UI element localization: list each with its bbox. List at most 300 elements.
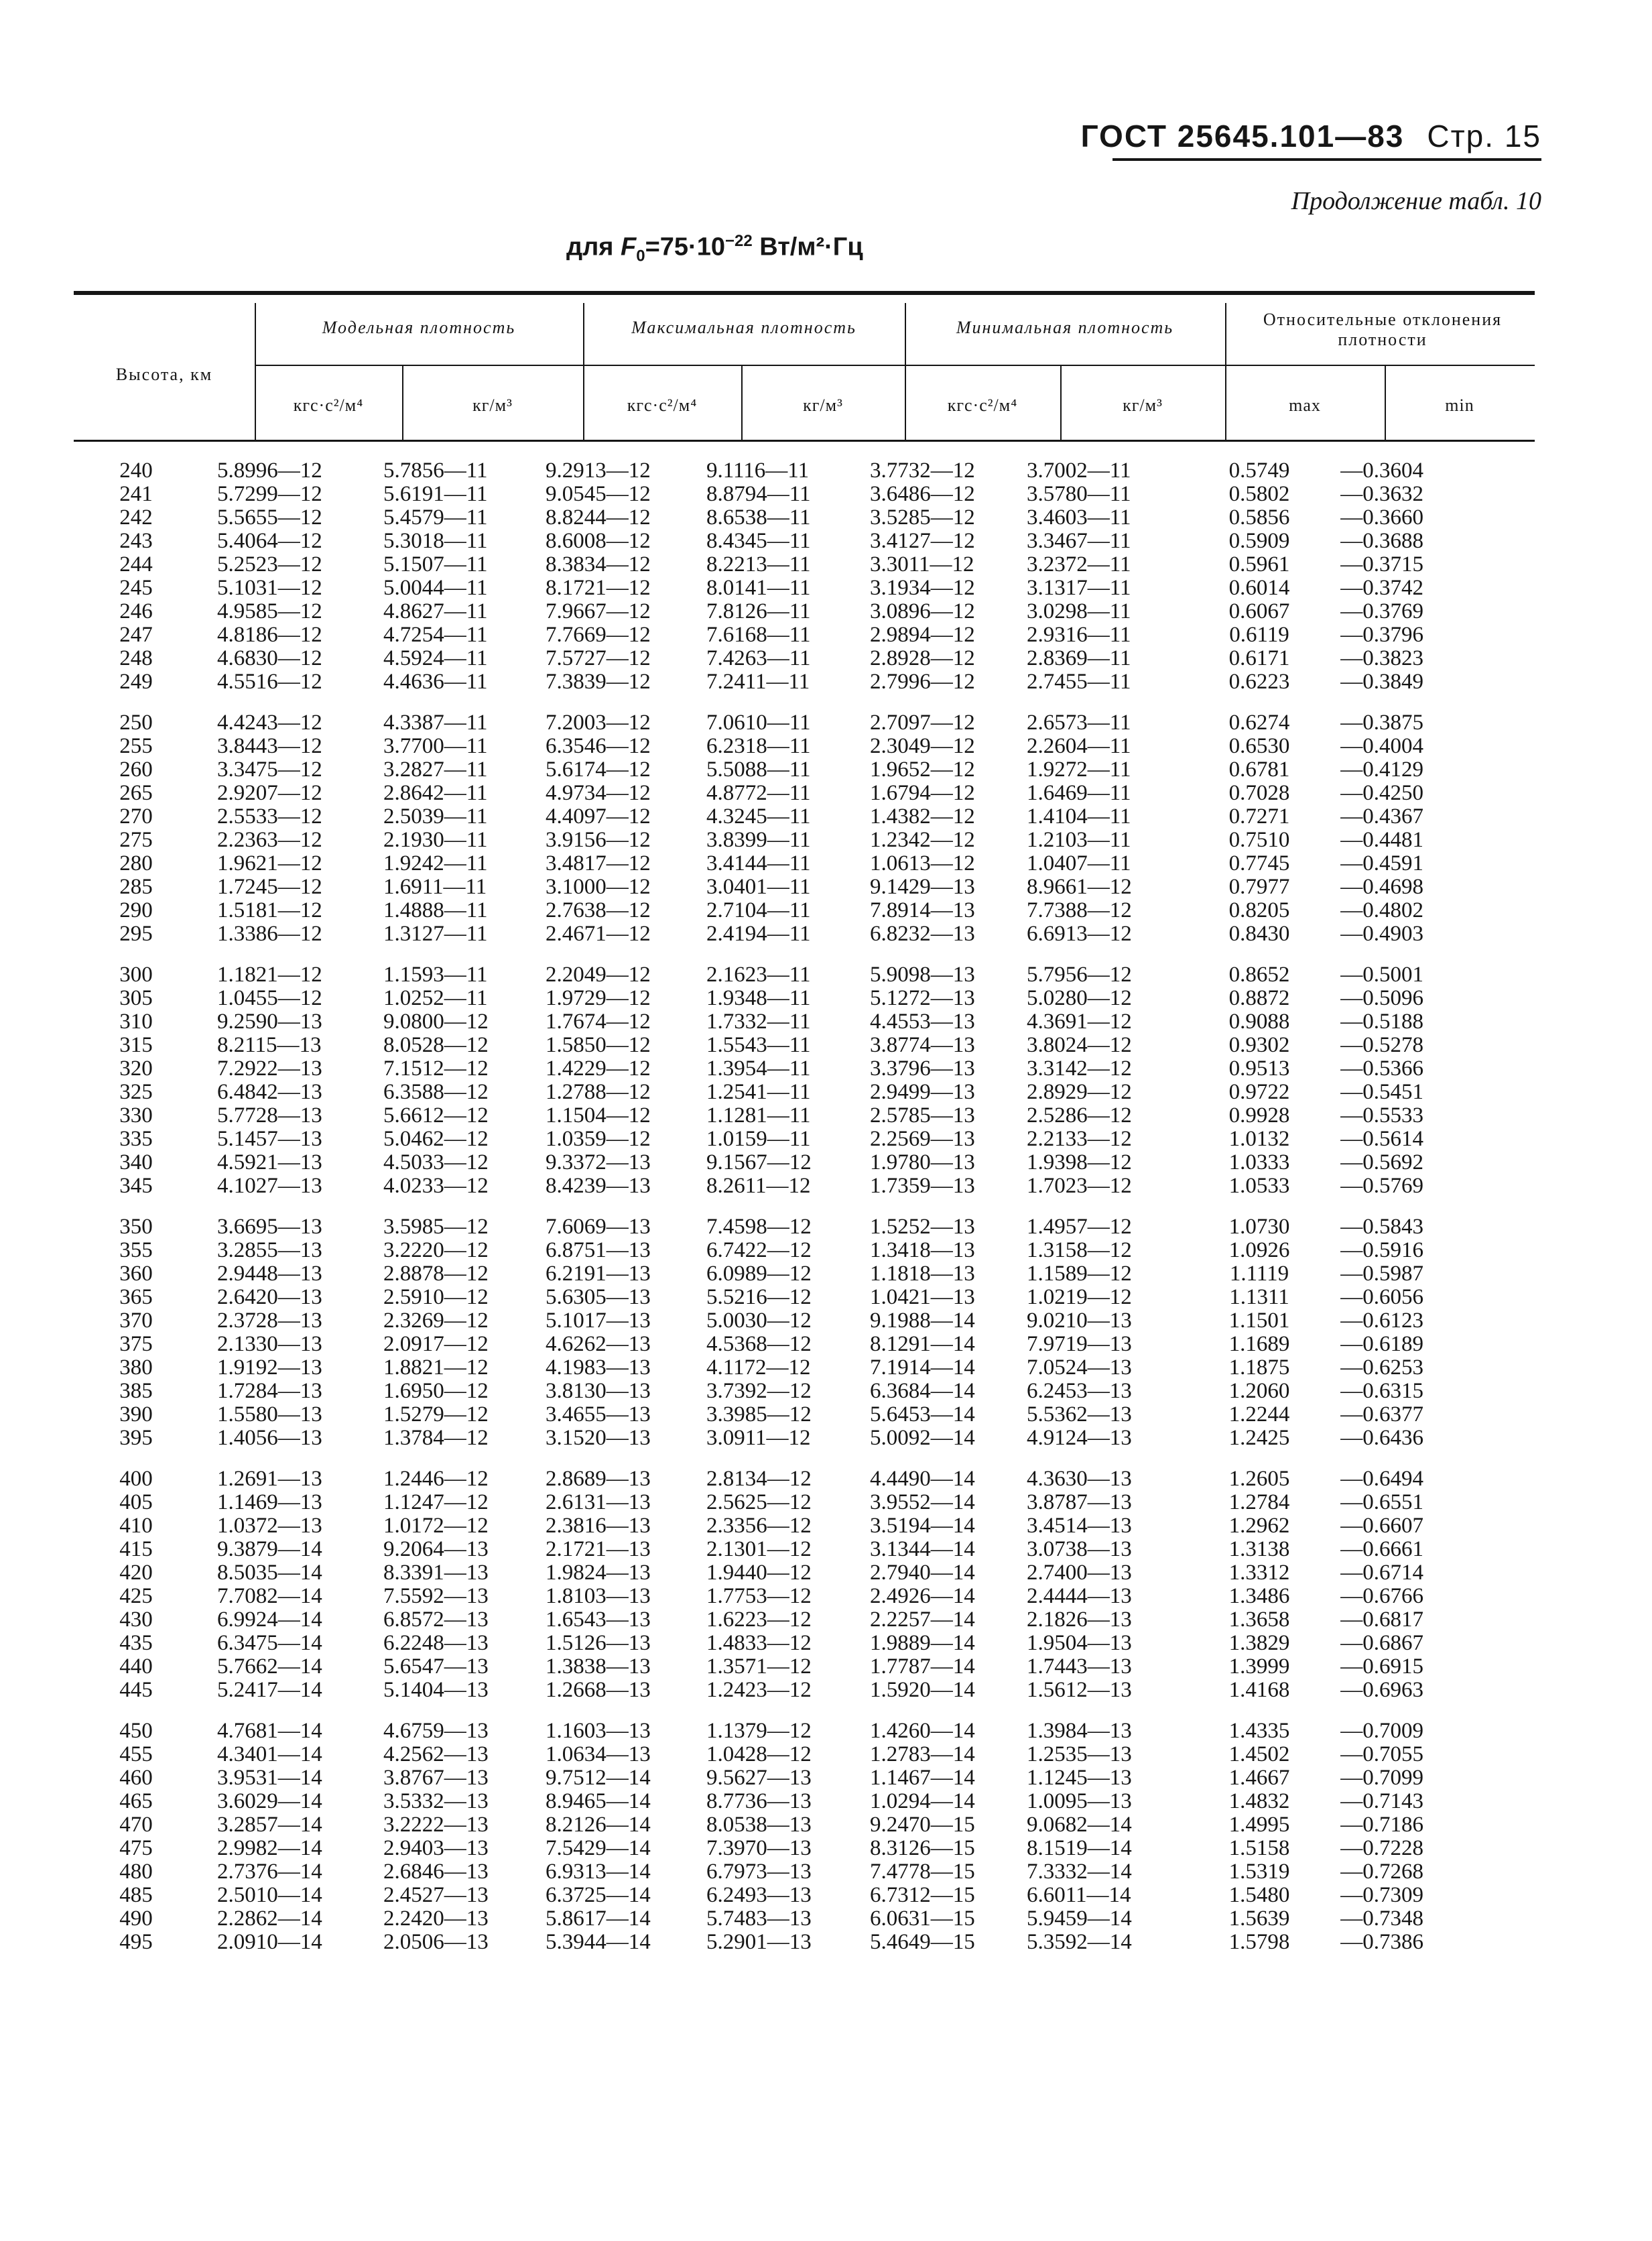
cell-rel-max: 1.5319 (1228, 1860, 1290, 1884)
cell-min-kg: 3.1317—11 (1027, 576, 1131, 600)
cell-min-kgs: 5.9098—13 (870, 963, 975, 987)
cell-min-kgs: 1.7359—13 (870, 1174, 975, 1198)
table-row (74, 1766, 1535, 1790)
cell-max-kgs: 8.4239—13 (546, 1174, 651, 1198)
cell-max-kg: 3.4144—11 (706, 851, 811, 875)
cell-rel-max: 0.9302 (1228, 1033, 1290, 1057)
cell-model-kgs: 4.1027—13 (217, 1174, 322, 1198)
cell-min-kg: 1.6469—11 (1027, 781, 1131, 805)
cell-height: 246 (119, 599, 153, 623)
unit-kg: кг/м³ (1123, 396, 1163, 415)
cell-min-kg: 3.0298—11 (1027, 599, 1131, 623)
cell-rel-max: 1.0533 (1228, 1174, 1290, 1198)
cell-max-kg: 1.7753—12 (706, 1584, 812, 1608)
cell-rel-max: 1.2425 (1228, 1426, 1290, 1450)
table-row (74, 1790, 1535, 1813)
cell-height: 275 (119, 828, 153, 852)
unit-kg: кг/м³ (803, 396, 843, 415)
cell-max-kg: 1.5543—11 (706, 1033, 811, 1057)
cell-max-kg: 4.3245—11 (706, 804, 811, 829)
cell-min-kg: 1.9272—11 (1027, 758, 1131, 782)
cell-max-kgs: 6.3725—14 (546, 1883, 651, 1907)
cell-min-kg: 1.0095—13 (1027, 1789, 1132, 1813)
cell-model-kg: 3.5332—13 (383, 1789, 489, 1813)
cell-model-kgs: 2.3728—13 (217, 1309, 322, 1333)
table-row (74, 1907, 1535, 1931)
row-group (74, 711, 1535, 946)
cell-rel-max: 1.2060 (1228, 1379, 1290, 1403)
cell-min-kg: 2.8369—11 (1027, 646, 1131, 670)
cell-model-kg: 9.0800—12 (383, 1010, 489, 1034)
cell-max-kgs: 8.6008—12 (546, 529, 651, 553)
table-row (74, 1884, 1535, 1907)
cell-rel-min: —0.6377 (1340, 1402, 1423, 1427)
caption-subscript: 0 (636, 247, 645, 265)
cell-model-kg: 4.6759—13 (383, 1719, 489, 1743)
cell-model-kg: 5.0462—12 (383, 1127, 489, 1151)
cell-height: 255 (119, 734, 153, 758)
cell-max-kgs: 3.4655—13 (546, 1402, 651, 1427)
cell-min-kgs: 3.3796—13 (870, 1056, 975, 1081)
row-group (74, 963, 1535, 1198)
cell-model-kgs: 1.7284—13 (217, 1379, 322, 1403)
row-group (74, 1467, 1535, 1702)
cell-min-kgs: 1.3418—13 (870, 1238, 975, 1262)
cell-model-kgs: 2.5010—14 (217, 1883, 322, 1907)
cell-rel-min: —0.6494 (1340, 1467, 1423, 1491)
cell-model-kgs: 1.7245—12 (217, 875, 322, 899)
cell-model-kg: 4.3387—11 (383, 711, 488, 735)
cell-max-kgs: 2.7638—12 (546, 898, 651, 922)
table-header (74, 295, 1535, 442)
cell-max-kgs: 8.8244—12 (546, 505, 651, 530)
cell-rel-max: 0.6781 (1228, 758, 1290, 782)
cell-min-kg: 1.9398—12 (1027, 1150, 1132, 1174)
table-row (74, 735, 1535, 758)
cell-model-kgs: 7.2922—13 (217, 1056, 322, 1081)
cell-min-kgs: 1.1467—14 (870, 1766, 975, 1790)
cell-model-kg: 1.3784—12 (383, 1426, 489, 1450)
cell-min-kg: 3.0738—13 (1027, 1537, 1132, 1561)
cell-rel-min: —0.3849 (1340, 670, 1423, 694)
cell-max-kg: 7.2411—11 (706, 670, 810, 694)
cell-height: 325 (119, 1080, 153, 1104)
cell-max-kgs: 5.6174—12 (546, 758, 651, 782)
cell-height: 470 (119, 1813, 153, 1837)
cell-min-kg: 3.3142—12 (1027, 1056, 1132, 1081)
cell-max-kgs: 9.0545—12 (546, 482, 651, 506)
cell-max-kgs: 4.1983—13 (546, 1355, 651, 1380)
cell-model-kg: 1.9242—11 (383, 851, 488, 875)
cell-min-kg: 7.7388—12 (1027, 898, 1132, 922)
cell-min-kgs: 6.8232—13 (870, 922, 975, 946)
cell-height: 249 (119, 670, 153, 694)
table-row (74, 1262, 1535, 1286)
cell-min-kg: 5.0280—12 (1027, 986, 1132, 1010)
cell-min-kgs: 2.7996—12 (870, 670, 975, 694)
cell-height: 247 (119, 623, 153, 647)
cell-min-kg: 2.5286—12 (1027, 1103, 1132, 1128)
cell-rel-min: —0.7055 (1340, 1742, 1423, 1766)
cell-min-kg: 1.9504—13 (1027, 1631, 1132, 1655)
cell-height: 350 (119, 1215, 153, 1239)
cell-max-kg: 8.8794—11 (706, 482, 811, 506)
cell-rel-min: —0.3769 (1340, 599, 1423, 623)
cell-max-kg: 2.4194—11 (706, 922, 811, 946)
cell-rel-max: 1.5158 (1228, 1836, 1290, 1860)
cell-min-kg: 4.3630—13 (1027, 1467, 1132, 1491)
cell-height: 290 (119, 898, 153, 922)
cell-max-kg: 2.1623—11 (706, 963, 811, 987)
table-row (74, 647, 1535, 670)
cell-rel-min: —0.6436 (1340, 1426, 1423, 1450)
cell-rel-min: —0.4698 (1340, 875, 1423, 899)
row-group (74, 1215, 1535, 1450)
cell-rel-max: 0.8872 (1228, 986, 1290, 1010)
cell-model-kg: 2.3269—12 (383, 1309, 489, 1333)
cell-max-kg: 1.3954—11 (706, 1056, 811, 1081)
cell-max-kg: 6.2318—11 (706, 734, 811, 758)
unit-kgs: кгс·с²/м⁴ (293, 396, 364, 415)
cell-max-kg: 4.1172—12 (706, 1355, 811, 1380)
cell-max-kgs: 9.2913—12 (546, 459, 651, 483)
cell-max-kgs: 3.9156—12 (546, 828, 651, 852)
cell-max-kgs: 9.7512—14 (546, 1766, 651, 1790)
cell-min-kgs: 8.1291—14 (870, 1332, 975, 1356)
cell-min-kg: 5.5362—13 (1027, 1402, 1132, 1427)
cell-model-kg: 6.2248—13 (383, 1631, 489, 1655)
cell-rel-max: 1.4995 (1228, 1813, 1290, 1837)
cell-max-kg: 1.2541—11 (706, 1080, 811, 1104)
cell-rel-max: 0.5749 (1228, 459, 1290, 483)
cell-model-kg: 1.8821—12 (383, 1355, 489, 1380)
cell-rel-min: —0.6817 (1340, 1608, 1423, 1632)
cell-height: 450 (119, 1719, 153, 1743)
cell-height: 250 (119, 711, 153, 735)
cell-model-kgs: 8.2115—13 (217, 1033, 322, 1057)
cell-rel-max: 0.6274 (1228, 711, 1290, 735)
cell-model-kg: 7.1512—12 (383, 1056, 489, 1081)
table-row (74, 1239, 1535, 1262)
cell-model-kgs: 2.9207—12 (217, 781, 322, 805)
cell-max-kg: 9.1116—11 (706, 459, 810, 483)
cell-max-kg: 8.6538—11 (706, 505, 811, 530)
cell-max-kgs: 2.2049—12 (546, 963, 651, 987)
cell-max-kgs: 8.3834—12 (546, 552, 651, 577)
cell-model-kg: 4.0233—12 (383, 1174, 489, 1198)
cell-height: 245 (119, 576, 153, 600)
cell-rel-max: 1.1875 (1228, 1355, 1290, 1380)
cell-model-kgs: 1.1821—12 (217, 963, 322, 987)
cell-model-kgs: 3.6029—14 (217, 1789, 322, 1813)
cell-model-kg: 4.5033—12 (383, 1150, 489, 1174)
cell-rel-min: —0.4367 (1340, 804, 1423, 829)
cell-max-kg: 7.4598—12 (706, 1215, 812, 1239)
cell-rel-min: —0.5987 (1340, 1262, 1423, 1286)
cell-model-kgs: 3.8443—12 (217, 734, 322, 758)
cell-rel-min: —0.5769 (1340, 1174, 1423, 1198)
cell-max-kg: 8.0538—13 (706, 1813, 812, 1837)
cell-max-kg: 1.9348—11 (706, 986, 811, 1010)
cell-model-kgs: 7.7082—14 (217, 1584, 322, 1608)
table-row (74, 1679, 1535, 1702)
cell-rel-max: 0.6171 (1228, 646, 1290, 670)
cell-rel-min: —0.7386 (1340, 1930, 1423, 1954)
cell-model-kgs: 4.7681—14 (217, 1719, 322, 1743)
cell-rel-max: 1.4667 (1228, 1766, 1290, 1790)
cell-height: 244 (119, 552, 153, 577)
cell-rel-max: 0.9513 (1228, 1056, 1290, 1081)
cell-min-kg: 2.7400—13 (1027, 1561, 1132, 1585)
cell-max-kg: 1.3571—12 (706, 1654, 812, 1679)
cell-max-kg: 3.0911—12 (706, 1426, 811, 1450)
cell-rel-min: —0.3688 (1340, 529, 1423, 553)
continuation-note: Продолжение табл. 10 (1291, 187, 1541, 215)
cell-rel-min: —0.5001 (1340, 963, 1423, 987)
cell-height: 243 (119, 529, 153, 553)
cell-rel-min: —0.7268 (1340, 1860, 1423, 1884)
cell-max-kgs: 8.2126—14 (546, 1813, 651, 1837)
cell-model-kgs: 1.9192—13 (217, 1355, 322, 1380)
cell-rel-max: 0.6223 (1228, 670, 1290, 694)
cell-max-kgs: 9.3372—13 (546, 1150, 651, 1174)
cell-model-kgs: 1.9621—12 (217, 851, 322, 875)
caption-prefix: для (566, 233, 614, 261)
table-row (74, 1860, 1535, 1884)
cell-max-kg: 7.0610—11 (706, 711, 811, 735)
cell-model-kg: 4.8627—11 (383, 599, 488, 623)
table-row (74, 1034, 1535, 1057)
cell-rel-min: —0.5692 (1340, 1150, 1423, 1174)
col-model-label: Модельная плотность (322, 318, 516, 337)
cell-min-kg: 3.4603—11 (1027, 505, 1131, 530)
cell-rel-min: —0.5533 (1340, 1103, 1423, 1128)
cell-model-kgs: 1.3386—12 (217, 922, 322, 946)
cell-min-kgs: 3.5194—14 (870, 1514, 975, 1538)
caption-unit: Вт/м²·Гц (759, 233, 863, 261)
cell-model-kgs: 5.1457—13 (217, 1127, 322, 1151)
table-row (74, 1309, 1535, 1333)
table-caption (566, 232, 863, 265)
cell-min-kgs: 9.1429—13 (870, 875, 975, 899)
table-row (74, 1010, 1535, 1034)
cell-model-kg: 8.0528—12 (383, 1033, 489, 1057)
cell-rel-min: —0.3632 (1340, 482, 1423, 506)
cell-rel-max: 0.7977 (1228, 875, 1290, 899)
cell-min-kg: 1.4104—11 (1027, 804, 1131, 829)
cell-rel-max: 1.3999 (1228, 1654, 1290, 1679)
col-height-label: Высота, км (115, 365, 213, 384)
cell-rel-min: —0.6056 (1340, 1285, 1423, 1309)
cell-model-kgs: 4.5516—12 (217, 670, 322, 694)
cell-model-kg: 6.3588—12 (383, 1080, 489, 1104)
cell-model-kg: 1.5279—12 (383, 1402, 489, 1427)
cell-rel-min: —0.4250 (1340, 781, 1423, 805)
cell-height: 430 (119, 1608, 153, 1632)
cell-min-kgs: 4.4553—13 (870, 1010, 975, 1034)
cell-min-kg: 9.0682—14 (1027, 1813, 1132, 1837)
cell-model-kg: 5.7856—11 (383, 459, 488, 483)
cell-height: 241 (119, 482, 153, 506)
cell-max-kg: 6.0989—12 (706, 1262, 812, 1286)
cell-rel-min: —0.5451 (1340, 1080, 1423, 1104)
cell-max-kg: 1.2423—12 (706, 1678, 812, 1702)
cell-max-kg: 3.0401—11 (706, 875, 811, 899)
cell-max-kg: 5.5216—12 (706, 1285, 812, 1309)
cell-model-kgs: 2.6420—13 (217, 1285, 322, 1309)
cell-max-kgs: 5.3944—14 (546, 1930, 651, 1954)
cell-model-kgs: 2.2862—14 (217, 1906, 322, 1931)
cell-height: 410 (119, 1514, 153, 1538)
cell-max-kgs: 6.3546—12 (546, 734, 651, 758)
cell-rel-min: —0.4802 (1340, 898, 1423, 922)
cell-rel-max: 1.1119 (1229, 1262, 1289, 1286)
cell-min-kg: 2.2133—12 (1027, 1127, 1132, 1151)
cell-rel-min: —0.4129 (1340, 758, 1423, 782)
cell-height: 490 (119, 1906, 153, 1931)
cell-max-kgs: 1.2668—13 (546, 1678, 651, 1702)
table-row (74, 829, 1535, 852)
cell-max-kgs: 4.9734—12 (546, 781, 651, 805)
unit-kg: кг/м³ (472, 396, 513, 415)
cell-min-kg: 2.6573—11 (1027, 711, 1131, 735)
cell-model-kgs: 9.3879—14 (217, 1537, 322, 1561)
cell-min-kg: 2.1826—13 (1027, 1608, 1132, 1632)
cell-min-kgs: 2.4926—14 (870, 1584, 975, 1608)
cell-max-kgs: 5.8617—14 (546, 1906, 651, 1931)
cell-min-kg: 2.8929—12 (1027, 1080, 1132, 1104)
cell-max-kg: 8.7736—13 (706, 1789, 812, 1813)
cell-model-kgs: 4.3401—14 (217, 1742, 322, 1766)
table-row (74, 530, 1535, 553)
cell-model-kgs: 5.4064—12 (217, 529, 322, 553)
cell-model-kgs: 5.2417—14 (217, 1678, 322, 1702)
header-rule (1113, 158, 1541, 161)
cell-min-kg: 5.7956—12 (1027, 963, 1132, 987)
table-row (74, 1380, 1535, 1403)
table-row (74, 1743, 1535, 1766)
cell-model-kg: 3.2220—12 (383, 1238, 489, 1262)
cell-model-kg: 9.2064—13 (383, 1537, 489, 1561)
cell-rel-min: —0.3660 (1340, 505, 1423, 530)
cell-rel-min: —0.7348 (1340, 1906, 1423, 1931)
cell-min-kgs: 3.7732—12 (870, 459, 975, 483)
cell-min-kgs: 1.6794—12 (870, 781, 975, 805)
cell-rel-min: —0.5188 (1340, 1010, 1423, 1034)
cell-min-kgs: 2.9499—13 (870, 1080, 975, 1104)
cell-rel-min: —0.6551 (1340, 1490, 1423, 1514)
cell-min-kgs: 5.6453—14 (870, 1402, 975, 1427)
cell-max-kgs: 6.9313—14 (546, 1860, 651, 1884)
cell-min-kg: 4.3691—12 (1027, 1010, 1132, 1034)
cell-height: 380 (119, 1355, 153, 1380)
cell-min-kg: 6.6011—14 (1027, 1883, 1131, 1907)
cell-max-kg: 1.6223—12 (706, 1608, 812, 1632)
cell-height: 440 (119, 1654, 153, 1679)
cell-rel-min: —0.6867 (1340, 1631, 1423, 1655)
cell-rel-max: 0.5961 (1228, 552, 1290, 577)
cell-model-kgs: 1.1469—13 (217, 1490, 322, 1514)
cell-rel-min: —0.6253 (1340, 1355, 1423, 1380)
cell-rel-max: 0.9928 (1228, 1103, 1290, 1128)
cell-max-kgs: 7.9667—12 (546, 599, 651, 623)
table-row (74, 600, 1535, 623)
cell-max-kgs: 6.2191—13 (546, 1262, 651, 1286)
cell-max-kgs: 8.1721—12 (546, 576, 651, 600)
cell-max-kgs: 6.8751—13 (546, 1238, 651, 1262)
table-row (74, 1561, 1535, 1585)
row-group (74, 459, 1535, 694)
cell-rel-min: —0.5278 (1340, 1033, 1423, 1057)
cell-rel-max: 1.3658 (1228, 1608, 1290, 1632)
cell-height: 320 (119, 1056, 153, 1081)
cell-height: 242 (119, 505, 153, 530)
cell-max-kgs: 3.1000—12 (546, 875, 651, 899)
cell-max-kg: 5.7483—13 (706, 1906, 812, 1931)
cell-model-kgs: 1.5181—12 (217, 898, 322, 922)
cell-model-kg: 1.0172—12 (383, 1514, 489, 1538)
cell-rel-max: 0.5856 (1228, 505, 1290, 530)
table-row (74, 1057, 1535, 1081)
cell-min-kgs: 2.2569—13 (870, 1127, 975, 1151)
cell-rel-min: —0.7186 (1340, 1813, 1423, 1837)
cell-rel-max: 0.5802 (1228, 482, 1290, 506)
cell-height: 345 (119, 1174, 153, 1198)
cell-rel-max: 1.1311 (1229, 1285, 1289, 1309)
cell-rel-min: —0.6123 (1340, 1309, 1423, 1333)
table-row (74, 553, 1535, 577)
cell-rel-max: 1.5639 (1228, 1906, 1290, 1931)
cell-model-kg: 1.6911—11 (383, 875, 487, 899)
table-row (74, 1655, 1535, 1679)
cell-model-kg: 2.5039—11 (383, 804, 488, 829)
cell-rel-min: —0.6963 (1340, 1678, 1423, 1702)
cell-min-kgs: 5.0092—14 (870, 1426, 975, 1450)
cell-model-kg: 3.2222—13 (383, 1813, 489, 1837)
cell-rel-max: 1.4502 (1228, 1742, 1290, 1766)
cell-min-kg: 1.2103—11 (1027, 828, 1131, 852)
cell-rel-min: —0.6915 (1340, 1654, 1423, 1679)
cell-min-kg: 3.3467—11 (1027, 529, 1131, 553)
cell-model-kgs: 1.4056—13 (217, 1426, 322, 1450)
table-row (74, 805, 1535, 829)
table-row (74, 758, 1535, 782)
cell-rel-max: 1.2962 (1228, 1514, 1290, 1538)
cell-min-kgs: 5.4649—15 (870, 1930, 975, 1954)
cell-model-kg: 1.2446—12 (383, 1467, 489, 1491)
cell-model-kgs: 4.6830—12 (217, 646, 322, 670)
cell-max-kg: 8.4345—11 (706, 529, 811, 553)
cell-height: 240 (119, 459, 153, 483)
cell-max-kgs: 3.4817—12 (546, 851, 651, 875)
cell-height: 360 (119, 1262, 153, 1286)
cell-min-kgs: 3.9552—14 (870, 1490, 975, 1514)
cell-min-kgs: 2.8928—12 (870, 646, 975, 670)
cell-model-kg: 2.0917—12 (383, 1332, 489, 1356)
cell-height: 415 (119, 1537, 153, 1561)
cell-max-kg: 6.7973—13 (706, 1860, 812, 1884)
cell-model-kg: 4.4636—11 (383, 670, 488, 694)
table-row (74, 1837, 1535, 1860)
cell-max-kg: 1.4833—12 (706, 1631, 812, 1655)
cell-max-kgs: 1.8103—13 (546, 1584, 651, 1608)
cell-height: 375 (119, 1332, 153, 1356)
cell-max-kgs: 7.7669—12 (546, 623, 651, 647)
cell-model-kg: 2.1930—11 (383, 828, 488, 852)
cell-min-kgs: 3.6486—12 (870, 482, 975, 506)
cell-model-kgs: 6.3475—14 (217, 1631, 322, 1655)
cell-model-kg: 4.5924—11 (383, 646, 488, 670)
